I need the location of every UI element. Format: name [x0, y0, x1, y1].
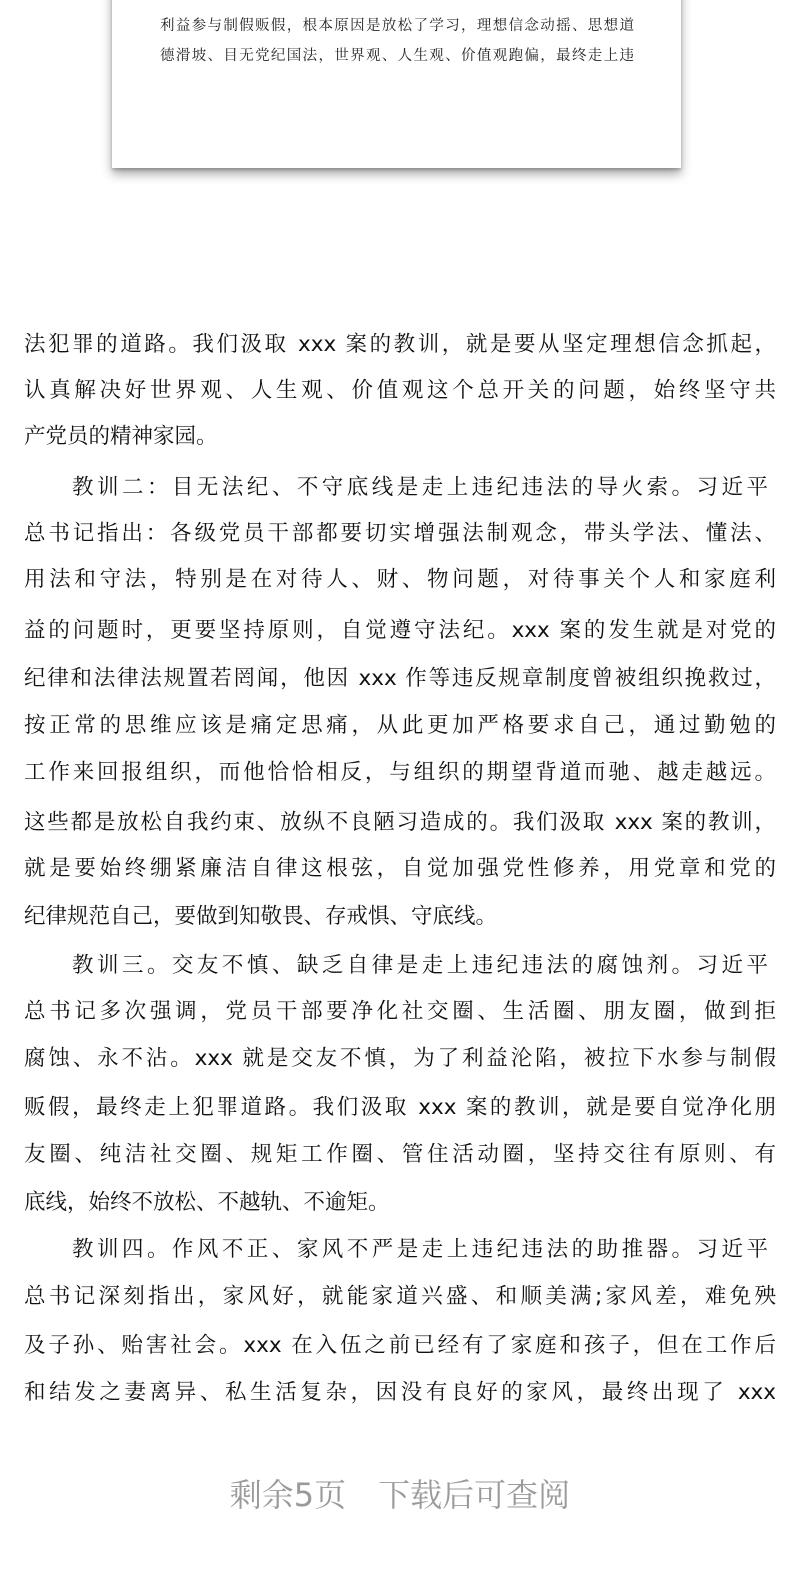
- body-text-line: 总书记多次强调，党员干部要净化社交圈、生活圈、朋友圈，做到拒: [24, 999, 776, 1024]
- body-text-line: 益的问题时，更要坚持原则，自觉遵守法纪。xxx 案的发生就是对党的: [24, 618, 776, 643]
- body-text-line: 纪律规范自己，要做到知敬畏、存戒惧、守底线。: [24, 904, 498, 929]
- body-text-line: 和结发之妻离异、私生活复杂，因没有良好的家风，最终出现了 xxx: [24, 1380, 776, 1405]
- body-text-line: 纪律和法律法规置若罔闻，他因 xxx 作等违反规章制度曾被组织挽救过，: [24, 666, 776, 691]
- body-text-line: 用法和守法，特别是在对待人、财、物问题，对待事关个人和家庭利: [24, 567, 776, 592]
- body-text-line: 贩假，最终走上犯罪道路。我们汲取 xxx 案的教训，就是要自觉净化朋: [24, 1095, 776, 1120]
- body-text-line: 及子孙、贻害社会。xxx 在入伍之前已经有了家庭和孩子，但在工作后: [24, 1333, 776, 1358]
- paragraph-heading-line: 教训二：目无法纪、不守底线是走上违纪违法的导火索。习近平: [72, 475, 768, 500]
- body-text-line: 总书记指出：各级党员干部都要切实增强法制观念，带头学法、懂法、: [24, 521, 776, 546]
- preview-page-card: [112, 0, 681, 168]
- body-text-line: 就是要始终绷紧廉洁自律这根弦，自觉加强党性修养，用党章和党的: [24, 856, 776, 881]
- body-text-line: 这些都是放松自我约束、放纵不良陋习造成的。我们汲取 xxx 案的教训，: [24, 810, 776, 835]
- card-text-line: 利益参与制假贩假，根本原因是放松了学习，理想信念动摇、思想道: [160, 18, 634, 34]
- paragraph-heading-line: 教训四。作风不正、家风不严是走上违纪违法的助推器。习近平: [72, 1237, 768, 1262]
- body-text-line: 产党员的精神家园。: [24, 424, 218, 449]
- download-prompt[interactable]: [0, 1470, 800, 1516]
- body-text-line: 按正常的思维应该是痛定思痛，从此更加严格要求自己，通过勤勉的: [24, 713, 776, 738]
- body-text-line: 法犯罪的道路。我们汲取 xxx 案的教训，就是要从坚定理想信念抓起，: [24, 332, 776, 357]
- download-to-view-text: 下载后可查阅: [378, 1476, 571, 1514]
- body-text-line: 工作来回报组织，而他恰恰相反，与组织的期望背道而驰、越走越远。: [24, 760, 776, 785]
- card-text-line: 德滑坡、目无党纪国法，世界观、人生观、价值观跑偏，最终走上违: [160, 48, 634, 64]
- body-text-line: 总书记深刻指出，家风好，就能家道兴盛、和顺美满;家风差，难免殃: [24, 1284, 776, 1309]
- remaining-pages-text: 剩余5页: [229, 1476, 347, 1514]
- body-text-line: 底线，始终不放松、不越轨、不逾矩。: [24, 1190, 390, 1215]
- body-text-line: 认真解决好世界观、人生观、价值观这个总开关的问题，始终坚守共: [24, 378, 776, 403]
- body-text-line: 友圈、纯洁社交圈、规矩工作圈、管住活动圈，坚持交往有原则、有: [24, 1142, 776, 1167]
- body-text-line: 腐蚀、永不沾。xxx 就是交友不慎，为了利益沦陷，被拉下水参与制假: [24, 1046, 776, 1071]
- paragraph-heading-line: 教训三。交友不慎、缺乏自律是走上违纪违法的腐蚀剂。习近平: [72, 953, 768, 978]
